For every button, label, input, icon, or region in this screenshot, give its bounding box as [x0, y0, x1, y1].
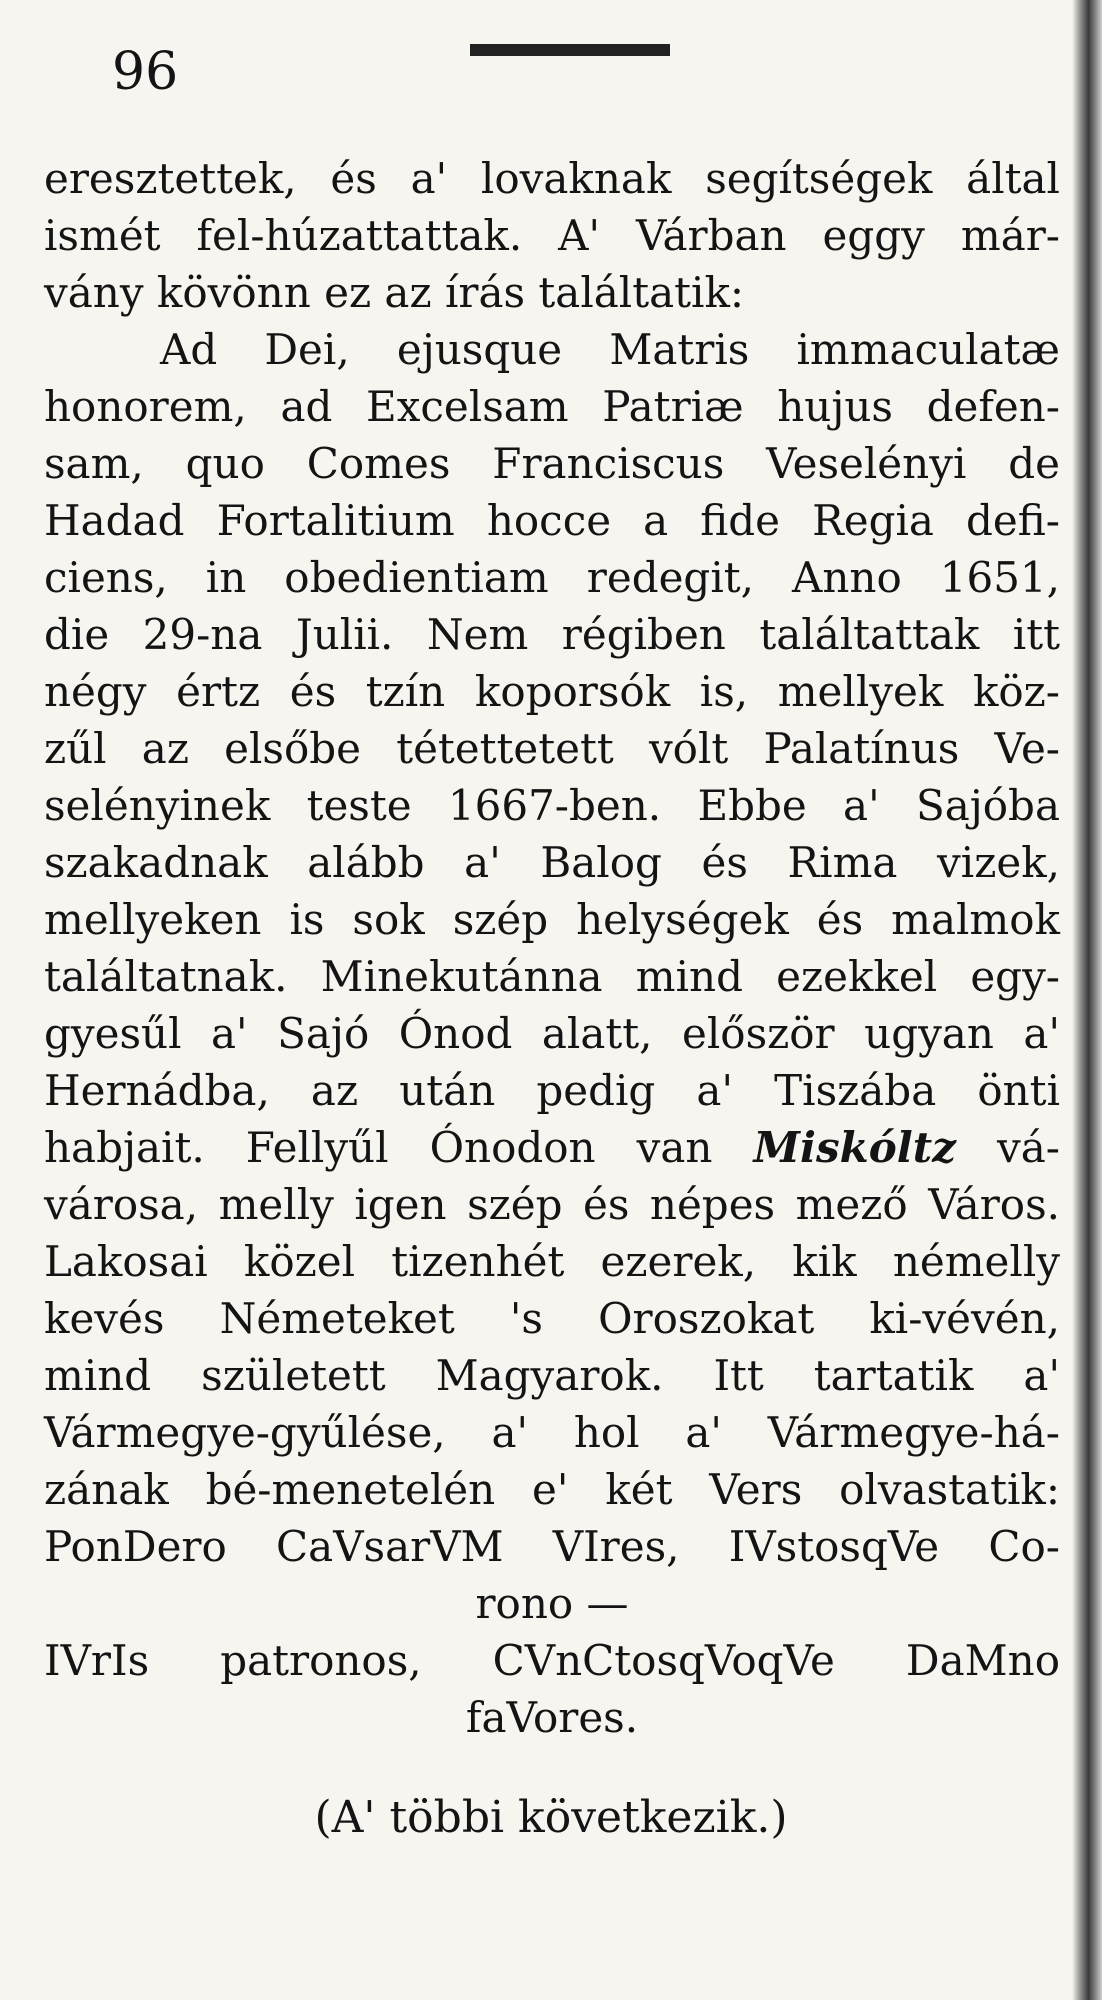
text-line-with-name: [44, 1119, 1060, 1176]
verse-line: IVrIs patronos, CVnCtosqVoqVe DaMno: [44, 1636, 1060, 1685]
text-line: ismét fel-húzattattak. A' Várban eggy már-: [44, 211, 1060, 260]
text-line: Hadad Fortalitium hocce a fide Regia defi-: [44, 496, 1060, 545]
text-line: zűl az elsőbe tétettetett vólt Palatínus Ve-: [44, 724, 1060, 773]
text-line: gyesűl a' Sajó Ónod alatt, először ugyan a': [44, 1009, 1060, 1058]
header-rule: [470, 44, 670, 56]
text-line: mind született Magyarok. Itt tartatik a': [44, 1351, 1060, 1400]
continued-note: (A' többi következik.): [314, 1792, 788, 1843]
text-line: vány kövönn ez az írás találtatik:: [44, 268, 745, 317]
text-line: szakadnak alább a' Balog és Rima vizek,: [44, 838, 1060, 887]
text-line: Lakosai közel tizenhét ezerek, kik némelly: [44, 1237, 1060, 1286]
text-fragment: habjait. Fellyűl Ónodon van: [44, 1123, 713, 1172]
text-line: sam, quo Comes Franciscus Veselényi de: [44, 439, 1060, 488]
verse-line: faVores.: [465, 1693, 639, 1742]
book-gutter: [1072, 0, 1102, 2000]
text-line: városa, melly igen szép és népes mező Város.: [44, 1180, 1060, 1229]
text-fragment: vá-: [997, 1123, 1060, 1172]
text-line: kevés Németeket 's Oroszokat ki-vévén,: [44, 1294, 1060, 1343]
text-line: Ad Dei, ejusque Matris immaculatæ: [160, 325, 1060, 374]
text-line: die 29-na Julii. Nem régiben találtattak itt: [44, 610, 1060, 659]
town-name-italic: Miskóltz: [753, 1123, 956, 1172]
text-line: mellyeken is sok szép helységek és malmok: [44, 895, 1060, 944]
text-line: honorem, ad Excelsam Patriæ hujus defen-: [44, 382, 1060, 431]
verse-line: PonDero CaVsarVM VIres, IVstosqVe Co-: [44, 1522, 1060, 1571]
text-line: találtatnak. Minekutánna mind ezekkel egy-: [44, 952, 1060, 1001]
text-line: eresztettek, és a' lovaknak segítségek által: [44, 154, 1060, 203]
text-line: ciens, in obedientiam redegit, Anno 1651,: [44, 553, 1060, 602]
verse-line: rono —: [475, 1579, 629, 1628]
text-line: zának bé-menetelén e' két Vers olvastatik:: [44, 1465, 1060, 1514]
text-line: selényinek teste 1667-ben. Ebbe a' Sajóba: [44, 781, 1060, 830]
body-text: [44, 150, 1060, 1746]
page-number: 96: [112, 42, 179, 102]
text-line: Hernádba, az után pedig a' Tiszába önti: [44, 1066, 1060, 1115]
text-line: Vármegye-gyűlése, a' hol a' Vármegye-há-: [44, 1408, 1060, 1457]
text-line: négy értz és tzín koporsók is, mellyek köz-: [44, 667, 1060, 716]
